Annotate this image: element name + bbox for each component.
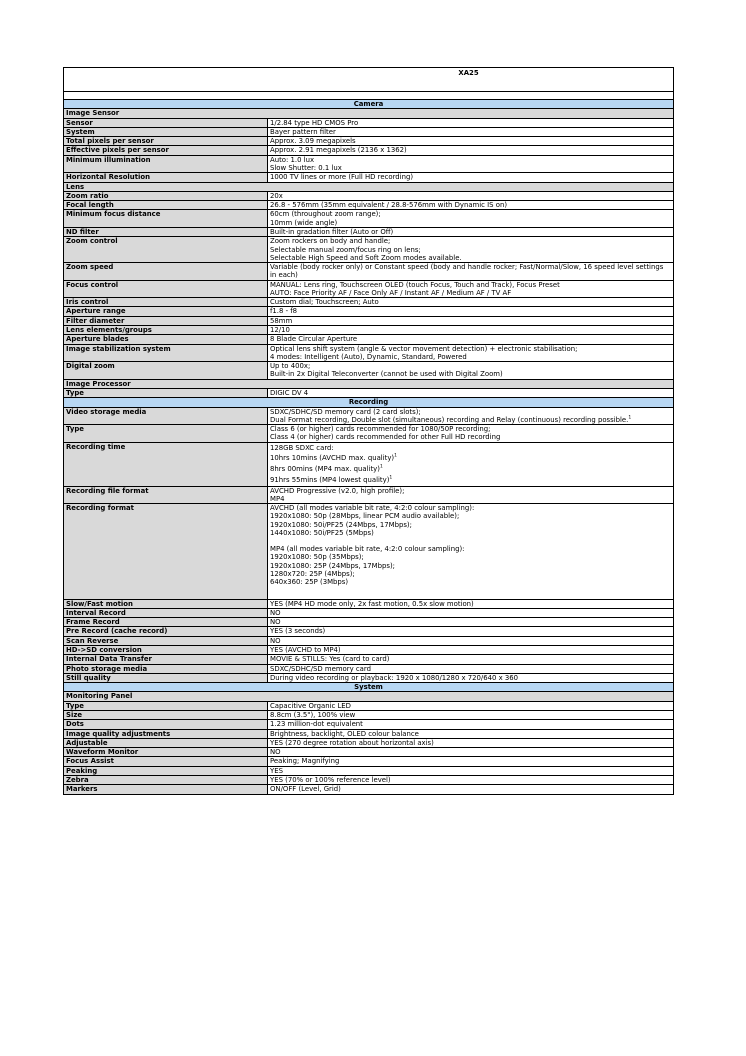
spec-row [64,201,674,210]
spec-value-line: SDXC/SDHC/SD memory card [270,664,371,673]
spec-value-line: 8.8cm (3.5"), 100% view [270,710,356,719]
spec-value-line: MANUAL: Lens ring, Touchscreen OLED (touch Focus, Touch and Track), Focus Preset [270,280,560,289]
spec-value [268,673,674,682]
footnote-marker: 1 [394,454,397,460]
spec-label: Horizontal Resolution [64,173,268,182]
spec-value [268,263,674,281]
spec-value-line: During video recording or playback: 1920 x 1080/1280 x 720/640 x 360 [270,673,519,682]
section-band [64,398,674,407]
spec-value [268,636,674,645]
spec-label: HD->SD conversion [64,646,268,655]
spec-label: Effective pixels per sensor [64,146,268,155]
section-title: Camera [64,100,674,109]
spec-value [268,729,674,738]
spec-value [268,227,674,236]
spec-value-line: 128GB SDXC card: [270,443,334,452]
spec-value-line: AUTO: Face Priority AF / Face Only AF / Instant AF / Medium AF / TV AF [270,288,512,297]
spec-row [64,757,674,766]
spec-label: Image quality adjustments [64,729,268,738]
subsection-header [64,379,674,388]
spec-label: Photo storage media [64,664,268,673]
spec-row [64,766,674,775]
spec-value [268,646,674,655]
spec-value [268,316,674,325]
spec-value-line: Approx. 2.91 megapixels (2136 x 1362) [270,146,407,155]
spec-value [268,127,674,136]
spec-label: Aperture range [64,307,268,316]
spec-row [64,738,674,747]
spec-value-line: 1920x1080: 50p (28Mbps, linear PCM audio available); [270,512,460,521]
section-title: System [64,683,674,692]
spec-value [268,618,674,627]
spec-value [268,627,674,636]
spec-row [64,425,674,443]
spec-value-line: Zoom rockers on body and handle; [270,237,391,246]
spec-value-line: YES (3 seconds) [270,627,326,636]
footnote-marker: 1 [389,475,393,481]
spec-value-line: 60cm (throughout zoom range); [270,210,381,219]
spec-label: ND filter [64,227,268,236]
spec-value [268,155,674,173]
spec-sheet [63,67,673,795]
spec-value-line: 640x360: 25P (3Mbps) [270,578,349,587]
spec-value [268,757,674,766]
spec-value [268,146,674,155]
spec-value [268,137,674,146]
spec-row [64,227,674,236]
spec-value-line: 1280x720: 25P (4Mbps); [270,570,355,579]
spec-row [64,316,674,325]
spec-value [268,504,674,600]
spec-row [64,720,674,729]
spec-value-line: 10mm (wide angle) [270,218,338,227]
spec-value [268,307,674,316]
spec-value-line: Dual Format recording, Double slot (simultaneous) recording and Relay (continuous) recording possible.$^1$ [270,415,632,424]
spec-value-line: Approx. 3.09 megapixels [270,137,356,146]
spec-label: Slow/Fast motion [64,599,268,608]
section-title: Recording [64,398,674,407]
spec-row [64,407,674,425]
spec-value [268,701,674,710]
spec-label: Type [64,389,268,398]
spec-row [64,389,674,398]
spec-label: Filter diameter [64,316,268,325]
spec-value-line: NO [270,608,281,617]
spec-value-line: Selectable High Speed and Soft Zoom modes available. [270,253,462,262]
spec-row [64,280,674,298]
spec-label: Video storage media [64,407,268,425]
spec-label: Focal length [64,201,268,210]
spec-value [268,210,674,228]
spec-value-line: MOVIE & STILLS: Yes (card to card) [270,655,390,664]
spec-row [64,155,674,173]
spec-value [268,486,674,504]
spec-row [64,191,674,200]
spec-value-line: 1920x1080: 25P (24Mbps, 17Mbps); [270,561,395,570]
spec-label: Aperture blades [64,335,268,344]
spec-value [268,280,674,298]
spec-label: Size [64,710,268,719]
spec-label: Waveform Monitor [64,748,268,757]
spec-value-line: YES (270 degree rotation about horizontal axis) [270,738,434,747]
spec-row [64,210,674,228]
spec-value [268,608,674,617]
spec-row [64,599,674,608]
footnote-marker: 1 [379,464,383,470]
spec-value-line: 1/2.84 type HD CMOS Pro [270,118,359,127]
spec-label: Zoom control [64,237,268,263]
spec-value-line: 91hrs 55mins (MP4 lowest quality)$^1$ [270,475,393,484]
spec-row [64,636,674,645]
spec-label: Adjustable [64,738,268,747]
spec-row [64,146,674,155]
spec-label: Digital zoom [64,362,268,380]
spec-label: Recording format [64,504,268,600]
spec-table [63,67,674,795]
spec-value-line: 1.23 million-dot equivalent [270,720,363,729]
spec-row [64,701,674,710]
spec-label: Zoom speed [64,263,268,281]
model-name: XA25 [458,69,479,77]
model-title [64,68,674,92]
spec-value [268,298,674,307]
spec-row [64,237,674,263]
spec-row [64,664,674,673]
spec-row [64,486,674,504]
spec-row [64,785,674,794]
spec-row [64,326,674,335]
spec-label: Minimum focus distance [64,210,268,228]
spec-value-line: Auto: 1.0 lux [270,155,315,164]
spec-value-line: NO [270,618,281,627]
spec-label: Interval Record [64,608,268,617]
spec-value [268,425,674,443]
spec-value-line: 1920x1080: 50p (35Mbps); [270,553,364,562]
spec-value [268,785,674,794]
spec-label: Type [64,701,268,710]
spec-value-line: MP4 (all modes variable bit rate, 4:2:0 colour sampling): [270,545,465,554]
spec-label: Markers [64,785,268,794]
spec-row [64,646,674,655]
spec-value [268,775,674,784]
spec-value-line: Slow Shutter: 0.1 lux [270,163,342,172]
spec-value-line: Bayer pattern filter [270,127,336,136]
spec-value [268,720,674,729]
spec-row [64,127,674,136]
spec-label: Peaking [64,766,268,775]
subsection-header [64,692,674,701]
spec-label: Pre Record (cache record) [64,627,268,636]
subsection-title: Image Sensor [64,109,674,118]
spec-value-line: 10hrs 10mins (AVCHD max. quality)$^1$ [270,454,397,463]
spec-value [268,173,674,182]
spec-row [64,655,674,664]
spec-value-line: f1.8 - f8 [270,307,298,316]
spec-label: Recording file format [64,486,268,504]
spec-label: Zebra [64,775,268,784]
spec-value-line: NO [270,748,281,757]
spec-value-line: NO [270,636,281,645]
spec-row [64,627,674,636]
spec-row [64,608,674,617]
spec-value-line: DIGIC DV 4 [270,389,309,397]
spec-row [64,118,674,127]
spec-row [64,618,674,627]
spec-value [268,710,674,719]
subsection-header [64,109,674,118]
spec-value-line: Peaking; Magnifying [270,757,340,766]
spec-value-line: AVCHD (all modes variable bit rate, 4:2:0 colour sampling): [270,504,475,513]
spec-value-line: Custom dial; Touchscreen; Auto [270,298,379,307]
spec-label: Total pixels per sensor [64,137,268,146]
spec-row [64,673,674,682]
spec-label: Internal Data Transfer [64,655,268,664]
spec-value [268,118,674,127]
spec-row [64,775,674,784]
spec-label: Frame Record [64,618,268,627]
spec-value-line: Brightness, backlight, OLED colour balance [270,729,419,738]
spec-value [268,407,674,425]
spec-label: System [64,127,268,136]
spacer-row [64,92,674,100]
spec-value-line: YES (70% or 100% reference level) [270,775,391,784]
spec-value-line: AVCHD Progressive (v2.0, high profile); [270,486,405,495]
spec-row [64,307,674,316]
spec-value-line: YES (AVCHD to MP4) [270,646,341,654]
spec-label: Minimum illumination [64,155,268,173]
spec-value [268,326,674,335]
spec-value-line: 4 modes: Intelligent (Auto), Dynamic, Standard, Powered [270,352,467,361]
spec-label: Focus control [64,280,268,298]
spec-row [64,263,674,281]
spec-value [268,599,674,608]
spec-row [64,442,674,486]
spec-row [64,137,674,146]
spec-value-line: YES [270,766,283,775]
spec-value [268,766,674,775]
spec-value [268,362,674,380]
spec-label: Scan Reverse [64,636,268,645]
spec-value-line: ON/OFF (Level, Grid) [270,785,341,794]
spec-row [64,710,674,719]
spec-value-line: Class 6 (or higher) cards recommended for 1080/50P recording; [270,425,491,434]
spec-value-line: 8 Blade Circular Aperture [270,335,358,344]
spec-value [268,655,674,664]
footnote-marker: 1 [628,415,632,421]
spec-value [268,237,674,263]
spec-value-line: 1920x1080: 50i/PF25 (24Mbps, 17Mbps); [270,520,412,529]
spec-value [268,738,674,747]
spec-value-line: Variable (body rocker only) or Constant speed (body and handle rocker; Fast/Normal/Slow, 16 speed level settings in each) [270,263,664,280]
spec-value-line: Up to 400x; [270,362,311,371]
spec-label: Image stabilization system [64,344,268,362]
spec-label: Type [64,425,268,443]
spec-value-line: Class 4 (or higher) cards recommended for other Full HD recording [270,433,501,442]
spec-value-line: 20x [270,191,283,200]
spec-value [268,201,674,210]
subsection-title: Image Processor [64,379,674,388]
spec-label: Zoom ratio [64,191,268,200]
subsection-title: Lens [64,182,674,191]
spec-value-line [270,537,671,545]
spec-label: Dots [64,720,268,729]
spec-value-line: 12/10 [270,326,290,335]
spec-value-line: 26.8 - 576mm (35mm equivalent / 28.8-576mm with Dynamic IS on) [270,201,508,210]
spec-value [268,748,674,757]
subsection-header [64,182,674,191]
spec-row [64,173,674,182]
spec-value-line: YES (MP4 HD mode only, 2x fast motion, 0.5x slow motion) [270,599,474,608]
spec-value-line: Selectable manual zoom/focus ring on lens; [270,245,421,254]
spec-value-line: 1440x1080: 50i/PF25 (5Mbps) [270,528,374,537]
subsection-title: Monitoring Panel [64,692,674,701]
spec-row [64,504,674,600]
section-band [64,100,674,109]
spec-value [268,335,674,344]
spec-label: Lens elements/groups [64,326,268,335]
spec-label: Recording time [64,442,268,486]
spec-value-line: 58mm [270,316,293,325]
spec-row [64,335,674,344]
spec-label: Still quality [64,673,268,682]
title-row [64,68,674,92]
spec-label: Sensor [64,118,268,127]
spec-value-line: Built-in 2x Digital Teleconverter (cannot be used with Digital Zoom) [270,370,503,379]
spec-value [268,442,674,486]
spec-label: Iris control [64,298,268,307]
spec-value-line: Built-in gradation filter (Auto or Off) [270,227,394,236]
spec-value [268,664,674,673]
spec-value-line: 1000 TV lines or more (Full HD recording) [270,173,414,182]
spec-row [64,344,674,362]
spec-row [64,729,674,738]
spec-label: Focus Assist [64,757,268,766]
spec-value-line: 8hrs 00mins (MP4 max. quality)$^1$ [270,464,383,474]
spec-row [64,298,674,307]
spec-value-line: Capacitive Organic LED [270,701,351,710]
spec-value-line: SDXC/SDHC/SD memory card (2 card slots); [270,407,421,416]
spec-value [268,191,674,200]
spec-value-line: Optical lens shift system (angle & vector movement detection) + electronic stabilisation; [270,344,578,353]
spec-value-line: MP4 [270,494,285,503]
section-band [64,683,674,692]
spec-row [64,362,674,380]
spec-value [268,344,674,362]
spec-value [268,389,674,398]
spec-row [64,748,674,757]
